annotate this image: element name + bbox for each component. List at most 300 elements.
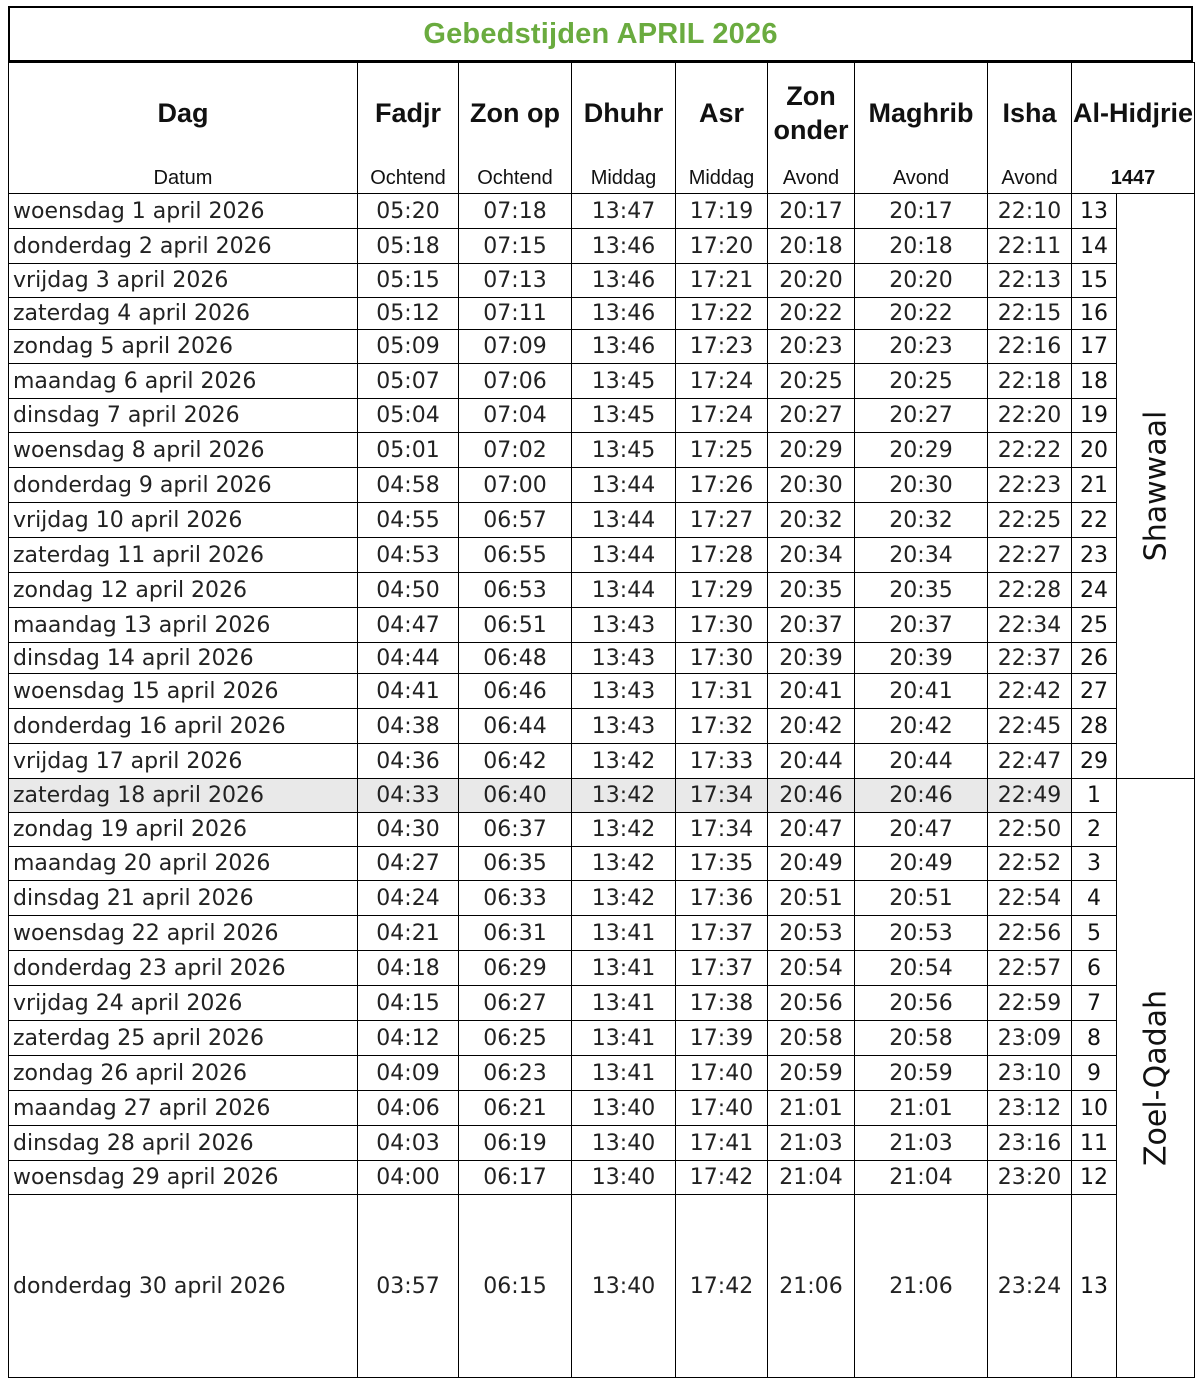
zonop-time-cell: 06:40 — [459, 779, 572, 813]
zonop-time-cell: 06:17 — [459, 1161, 572, 1195]
dhuhr-time-cell: 13:40 — [572, 1195, 676, 1378]
dhuhr-time-cell: 13:40 — [572, 1161, 676, 1195]
asr-time-cell: 17:23 — [676, 330, 768, 364]
dhuhr-time-cell: 13:41 — [572, 951, 676, 986]
isha-time-cell: 23:16 — [988, 1126, 1072, 1161]
maghrib-time-cell: 20:58 — [855, 1021, 988, 1056]
date-cell: vrijdag 3 april 2026 — [9, 264, 358, 298]
date-cell: maandag 13 april 2026 — [9, 608, 358, 643]
zonop-time-cell: 06:21 — [459, 1091, 572, 1126]
maghrib-time-cell: 21:01 — [855, 1091, 988, 1126]
table-body — [9, 194, 1195, 1378]
asr-time-cell: 17:34 — [676, 813, 768, 847]
table-row — [9, 573, 1195, 608]
header-row — [9, 63, 1195, 194]
hijri-day-cell: 13 — [1072, 194, 1117, 229]
dhuhr-time-cell: 13:40 — [572, 1091, 676, 1126]
maghrib-time-cell: 20:49 — [855, 847, 988, 881]
zonop-time-cell: 07:18 — [459, 194, 572, 229]
fadjr-time-cell: 04:30 — [358, 813, 459, 847]
zonop-time-cell: 07:13 — [459, 264, 572, 298]
fadjr-time-cell: 05:07 — [358, 364, 459, 399]
zononder-time-cell: 20:56 — [768, 986, 855, 1021]
header-dhuhr-sub: Middag — [590, 166, 657, 189]
hijri-day-cell: 9 — [1072, 1056, 1117, 1091]
isha-time-cell: 23:20 — [988, 1161, 1072, 1195]
date-cell: donderdag 30 april 2026 — [9, 1195, 358, 1378]
hijri-month-label: Zoel-Qadah — [1138, 989, 1173, 1167]
maghrib-time-cell: 21:06 — [855, 1195, 988, 1378]
date-cell: woensdag 1 april 2026 — [9, 194, 358, 229]
date-cell: zaterdag 11 april 2026 — [9, 538, 358, 573]
dhuhr-time-cell: 13:43 — [572, 643, 676, 674]
hijri-day-cell: 18 — [1072, 364, 1117, 399]
dhuhr-time-cell: 13:41 — [572, 916, 676, 951]
table-row — [9, 1091, 1195, 1126]
maghrib-time-cell: 20:54 — [855, 951, 988, 986]
hijri-day-cell: 22 — [1072, 503, 1117, 538]
date-cell: dinsdag 21 april 2026 — [9, 881, 358, 916]
fadjr-time-cell: 04:58 — [358, 468, 459, 503]
asr-time-cell: 17:42 — [676, 1195, 768, 1378]
zononder-time-cell: 20:25 — [768, 364, 855, 399]
zonop-time-cell: 06:51 — [459, 608, 572, 643]
asr-time-cell: 17:39 — [676, 1021, 768, 1056]
zononder-time-cell: 21:03 — [768, 1126, 855, 1161]
date-cell: vrijdag 17 april 2026 — [9, 744, 358, 779]
asr-time-cell: 17:41 — [676, 1126, 768, 1161]
isha-time-cell: 23:09 — [988, 1021, 1072, 1056]
zonop-time-cell: 07:04 — [459, 399, 572, 433]
header-hidjrie-sub: 1447 — [1110, 166, 1156, 189]
zononder-time-cell: 20:59 — [768, 1056, 855, 1091]
asr-time-cell: 17:28 — [676, 538, 768, 573]
dhuhr-time-cell: 13:42 — [572, 881, 676, 916]
isha-time-cell: 22:11 — [988, 229, 1072, 264]
zonop-time-cell: 06:37 — [459, 813, 572, 847]
zononder-time-cell: 20:22 — [768, 298, 855, 330]
date-cell: vrijdag 24 april 2026 — [9, 986, 358, 1021]
zononder-time-cell: 20:30 — [768, 468, 855, 503]
zononder-time-cell: 20:37 — [768, 608, 855, 643]
asr-time-cell: 17:40 — [676, 1091, 768, 1126]
hijri-day-cell: 26 — [1072, 643, 1117, 674]
zonop-time-cell: 06:53 — [459, 573, 572, 608]
table-row — [9, 813, 1195, 847]
hijri-month-zoel-qadah — [1117, 779, 1195, 1378]
hijri-day-cell: 14 — [1072, 229, 1117, 264]
date-cell: donderdag 23 april 2026 — [9, 951, 358, 986]
header-maghrib — [855, 63, 988, 194]
fadjr-time-cell: 04:12 — [358, 1021, 459, 1056]
table-row — [9, 1056, 1195, 1091]
isha-time-cell: 22:15 — [988, 298, 1072, 330]
dhuhr-time-cell: 13:46 — [572, 264, 676, 298]
fadjr-time-cell: 04:47 — [358, 608, 459, 643]
zonop-time-cell: 06:29 — [459, 951, 572, 986]
table-row — [9, 538, 1195, 573]
dhuhr-time-cell: 13:47 — [572, 194, 676, 229]
hijri-day-cell: 12 — [1072, 1161, 1117, 1195]
zonop-time-cell: 06:25 — [459, 1021, 572, 1056]
maghrib-time-cell: 20:34 — [855, 538, 988, 573]
zonop-time-cell: 07:15 — [459, 229, 572, 264]
fadjr-time-cell: 04:36 — [358, 744, 459, 779]
dhuhr-time-cell: 13:46 — [572, 229, 676, 264]
maghrib-time-cell: 20:30 — [855, 468, 988, 503]
maghrib-time-cell: 20:51 — [855, 881, 988, 916]
zonop-time-cell: 06:55 — [459, 538, 572, 573]
date-cell: woensdag 22 april 2026 — [9, 916, 358, 951]
maghrib-time-cell: 20:20 — [855, 264, 988, 298]
dhuhr-time-cell: 13:41 — [572, 1021, 676, 1056]
zonop-time-cell: 06:44 — [459, 709, 572, 744]
maghrib-time-cell: 20:27 — [855, 399, 988, 433]
date-cell: zondag 5 april 2026 — [9, 330, 358, 364]
zononder-time-cell: 20:47 — [768, 813, 855, 847]
zononder-time-cell: 20:35 — [768, 573, 855, 608]
fadjr-time-cell: 05:04 — [358, 399, 459, 433]
asr-time-cell: 17:37 — [676, 916, 768, 951]
header-fadjr-label: Fadjr — [374, 98, 441, 128]
asr-time-cell: 17:35 — [676, 847, 768, 881]
fadjr-time-cell: 04:03 — [358, 1126, 459, 1161]
asr-time-cell: 17:20 — [676, 229, 768, 264]
zononder-time-cell: 20:51 — [768, 881, 855, 916]
zononder-time-cell: 20:17 — [768, 194, 855, 229]
asr-time-cell: 17:33 — [676, 744, 768, 779]
hijri-day-cell: 13 — [1072, 1195, 1117, 1378]
maghrib-time-cell: 20:29 — [855, 433, 988, 468]
dhuhr-time-cell: 13:45 — [572, 364, 676, 399]
header-fadjr-sub: Ochtend — [370, 166, 446, 189]
dhuhr-time-cell: 13:45 — [572, 433, 676, 468]
table-row — [9, 503, 1195, 538]
date-cell: zondag 12 april 2026 — [9, 573, 358, 608]
zononder-time-cell: 20:54 — [768, 951, 855, 986]
asr-time-cell: 17:42 — [676, 1161, 768, 1195]
table-row — [9, 916, 1195, 951]
zononder-time-cell: 20:18 — [768, 229, 855, 264]
isha-time-cell: 22:37 — [988, 643, 1072, 674]
asr-time-cell: 17:40 — [676, 1056, 768, 1091]
hijri-day-cell: 11 — [1072, 1126, 1117, 1161]
zonop-time-cell: 06:48 — [459, 643, 572, 674]
dhuhr-time-cell: 13:41 — [572, 986, 676, 1021]
isha-time-cell: 22:10 — [988, 194, 1072, 229]
fadjr-time-cell: 04:06 — [358, 1091, 459, 1126]
table-row — [9, 744, 1195, 779]
fadjr-time-cell: 04:15 — [358, 986, 459, 1021]
maghrib-time-cell: 20:35 — [855, 573, 988, 608]
fadjr-time-cell: 04:00 — [358, 1161, 459, 1195]
table-row — [9, 468, 1195, 503]
asr-time-cell: 17:34 — [676, 779, 768, 813]
fadjr-time-cell: 04:27 — [358, 847, 459, 881]
hijri-day-cell: 19 — [1072, 399, 1117, 433]
table-row — [9, 881, 1195, 916]
hijri-day-cell: 1 — [1072, 779, 1117, 813]
date-cell: donderdag 16 april 2026 — [9, 709, 358, 744]
header-isha-sub: Avond — [1001, 166, 1058, 189]
header-zonop-label: Zon op — [470, 98, 560, 128]
table-row — [9, 399, 1195, 433]
isha-time-cell: 22:18 — [988, 364, 1072, 399]
table-row — [9, 951, 1195, 986]
fadjr-time-cell: 05:18 — [358, 229, 459, 264]
fadjr-time-cell: 04:24 — [358, 881, 459, 916]
hijri-day-cell: 3 — [1072, 847, 1117, 881]
maghrib-time-cell: 20:59 — [855, 1056, 988, 1091]
header-dag-sub: Datum — [153, 166, 213, 189]
fadjr-time-cell: 05:20 — [358, 194, 459, 229]
header-zononder-label: Zon onder — [773, 81, 849, 145]
zonop-time-cell: 07:06 — [459, 364, 572, 399]
zononder-time-cell: 21:01 — [768, 1091, 855, 1126]
header-zononder-sub: Avond — [782, 166, 840, 189]
date-cell: dinsdag 28 april 2026 — [9, 1126, 358, 1161]
hijri-day-cell: 15 — [1072, 264, 1117, 298]
date-cell: donderdag 9 april 2026 — [9, 468, 358, 503]
isha-time-cell: 22:13 — [988, 264, 1072, 298]
table-row — [9, 608, 1195, 643]
date-cell: maandag 6 april 2026 — [9, 364, 358, 399]
fadjr-time-cell: 04:50 — [358, 573, 459, 608]
asr-time-cell: 17:26 — [676, 468, 768, 503]
table-row — [9, 229, 1195, 264]
asr-time-cell: 17:38 — [676, 986, 768, 1021]
zonop-time-cell: 06:27 — [459, 986, 572, 1021]
zononder-time-cell: 21:04 — [768, 1161, 855, 1195]
hijri-day-cell: 28 — [1072, 709, 1117, 744]
header-hidjrie — [1072, 63, 1195, 194]
zononder-time-cell: 20:32 — [768, 503, 855, 538]
date-cell: zaterdag 4 april 2026 — [9, 298, 358, 330]
dhuhr-time-cell: 13:44 — [572, 573, 676, 608]
isha-time-cell: 23:10 — [988, 1056, 1072, 1091]
table-row — [9, 847, 1195, 881]
hijri-day-cell: 4 — [1072, 881, 1117, 916]
maghrib-time-cell: 20:44 — [855, 744, 988, 779]
asr-time-cell: 17:32 — [676, 709, 768, 744]
maghrib-time-cell: 21:03 — [855, 1126, 988, 1161]
zonop-time-cell: 06:19 — [459, 1126, 572, 1161]
maghrib-time-cell: 20:53 — [855, 916, 988, 951]
header-isha-label: Isha — [1002, 98, 1057, 128]
isha-time-cell: 22:50 — [988, 813, 1072, 847]
isha-time-cell: 22:16 — [988, 330, 1072, 364]
asr-time-cell: 17:30 — [676, 643, 768, 674]
fadjr-time-cell: 04:44 — [358, 643, 459, 674]
hijri-day-cell: 10 — [1072, 1091, 1117, 1126]
date-cell: zaterdag 18 april 2026 — [9, 779, 358, 813]
maghrib-time-cell: 20:23 — [855, 330, 988, 364]
date-cell: maandag 27 april 2026 — [9, 1091, 358, 1126]
fadjr-time-cell: 05:15 — [358, 264, 459, 298]
table-row — [9, 298, 1195, 330]
table-row — [9, 364, 1195, 399]
isha-time-cell: 22:42 — [988, 674, 1072, 709]
isha-time-cell: 23:12 — [988, 1091, 1072, 1126]
maghrib-time-cell: 20:42 — [855, 709, 988, 744]
table-row — [9, 1161, 1195, 1195]
isha-time-cell: 22:47 — [988, 744, 1072, 779]
date-cell: zondag 26 april 2026 — [9, 1056, 358, 1091]
dhuhr-time-cell: 13:41 — [572, 1056, 676, 1091]
hijri-day-cell: 8 — [1072, 1021, 1117, 1056]
table-row — [9, 1195, 1195, 1378]
maghrib-time-cell: 21:04 — [855, 1161, 988, 1195]
table-row — [9, 674, 1195, 709]
date-cell: dinsdag 7 april 2026 — [9, 399, 358, 433]
dhuhr-time-cell: 13:46 — [572, 330, 676, 364]
fadjr-time-cell: 04:18 — [358, 951, 459, 986]
maghrib-time-cell: 20:41 — [855, 674, 988, 709]
dhuhr-time-cell: 13:45 — [572, 399, 676, 433]
header-asr-sub: Middag — [688, 166, 755, 189]
date-cell: vrijdag 10 april 2026 — [9, 503, 358, 538]
header-zonop — [459, 63, 572, 194]
asr-time-cell: 17:24 — [676, 364, 768, 399]
zononder-time-cell: 20:53 — [768, 916, 855, 951]
maghrib-time-cell: 20:32 — [855, 503, 988, 538]
isha-time-cell: 22:54 — [988, 881, 1072, 916]
isha-time-cell: 22:27 — [988, 538, 1072, 573]
hijri-day-cell: 7 — [1072, 986, 1117, 1021]
hijri-day-cell: 2 — [1072, 813, 1117, 847]
maghrib-time-cell: 20:18 — [855, 229, 988, 264]
header-dhuhr — [572, 63, 676, 194]
table-row — [9, 709, 1195, 744]
maghrib-time-cell: 20:46 — [855, 779, 988, 813]
dhuhr-time-cell: 13:44 — [572, 503, 676, 538]
header-hidjrie-label: Al-Hidjrie — [1072, 98, 1193, 128]
dhuhr-time-cell: 13:42 — [572, 847, 676, 881]
isha-time-cell: 22:52 — [988, 847, 1072, 881]
isha-time-cell: 22:56 — [988, 916, 1072, 951]
fadjr-time-cell: 05:09 — [358, 330, 459, 364]
maghrib-time-cell: 20:47 — [855, 813, 988, 847]
header-maghrib-sub: Avond — [892, 166, 950, 189]
zononder-time-cell: 20:20 — [768, 264, 855, 298]
isha-time-cell: 22:25 — [988, 503, 1072, 538]
table-row — [9, 1126, 1195, 1161]
hijri-day-cell: 5 — [1072, 916, 1117, 951]
header-fadjr — [358, 63, 459, 194]
maghrib-time-cell: 20:17 — [855, 194, 988, 229]
prayer-times-table — [8, 62, 1195, 1378]
isha-time-cell: 23:24 — [988, 1195, 1072, 1378]
header-zonop-sub: Ochtend — [477, 166, 553, 189]
isha-time-cell: 22:28 — [988, 573, 1072, 608]
isha-time-cell: 22:45 — [988, 709, 1072, 744]
isha-time-cell: 22:49 — [988, 779, 1072, 813]
dhuhr-time-cell: 13:43 — [572, 608, 676, 643]
header-maghrib-label: Maghrib — [868, 98, 974, 128]
zononder-time-cell: 20:39 — [768, 643, 855, 674]
hijri-day-cell: 23 — [1072, 538, 1117, 573]
dhuhr-time-cell: 13:40 — [572, 1126, 676, 1161]
page-title: Gebedstijden APRIL 2026 — [423, 17, 778, 50]
dhuhr-time-cell: 13:43 — [572, 674, 676, 709]
zonop-time-cell: 06:35 — [459, 847, 572, 881]
asr-time-cell: 17:36 — [676, 881, 768, 916]
isha-time-cell: 22:20 — [988, 399, 1072, 433]
asr-time-cell: 17:19 — [676, 194, 768, 229]
header-dag-label: Dag — [157, 98, 209, 128]
hijri-day-cell: 21 — [1072, 468, 1117, 503]
fadjr-time-cell: 05:12 — [358, 298, 459, 330]
asr-time-cell: 17:22 — [676, 298, 768, 330]
zonop-time-cell: 06:42 — [459, 744, 572, 779]
asr-time-cell: 17:37 — [676, 951, 768, 986]
maghrib-time-cell: 20:25 — [855, 364, 988, 399]
asr-time-cell: 17:25 — [676, 433, 768, 468]
asr-time-cell: 17:30 — [676, 608, 768, 643]
maghrib-time-cell: 20:56 — [855, 986, 988, 1021]
maghrib-time-cell: 20:39 — [855, 643, 988, 674]
date-cell: woensdag 8 april 2026 — [9, 433, 358, 468]
hijri-day-cell: 17 — [1072, 330, 1117, 364]
zononder-time-cell: 20:42 — [768, 709, 855, 744]
asr-time-cell: 17:29 — [676, 573, 768, 608]
zononder-time-cell: 20:29 — [768, 433, 855, 468]
date-cell: woensdag 29 april 2026 — [9, 1161, 358, 1195]
table-row — [9, 1021, 1195, 1056]
table-row — [9, 986, 1195, 1021]
dhuhr-time-cell: 13:44 — [572, 468, 676, 503]
dhuhr-time-cell: 13:42 — [572, 813, 676, 847]
zononder-time-cell: 20:41 — [768, 674, 855, 709]
zononder-time-cell: 20:44 — [768, 744, 855, 779]
date-cell: dinsdag 14 april 2026 — [9, 643, 358, 674]
zononder-time-cell: 21:06 — [768, 1195, 855, 1378]
zononder-time-cell: 20:49 — [768, 847, 855, 881]
zonop-time-cell: 07:00 — [459, 468, 572, 503]
date-cell: maandag 20 april 2026 — [9, 847, 358, 881]
fadjr-time-cell: 03:57 — [358, 1195, 459, 1378]
zonop-time-cell: 06:15 — [459, 1195, 572, 1378]
fadjr-time-cell: 04:53 — [358, 538, 459, 573]
asr-time-cell: 17:21 — [676, 264, 768, 298]
table-row — [9, 779, 1195, 813]
header-asr — [676, 63, 768, 194]
zonop-time-cell: 07:11 — [459, 298, 572, 330]
zonop-time-cell: 06:33 — [459, 881, 572, 916]
fadjr-time-cell: 04:21 — [358, 916, 459, 951]
hijri-month-shawwaal — [1117, 194, 1195, 779]
title-banner — [8, 6, 1193, 62]
zonop-time-cell: 06:31 — [459, 916, 572, 951]
header-dhuhr-label: Dhuhr — [583, 98, 664, 128]
dhuhr-time-cell: 13:44 — [572, 538, 676, 573]
fadjr-time-cell: 04:09 — [358, 1056, 459, 1091]
fadjr-time-cell: 05:01 — [358, 433, 459, 468]
zonop-time-cell: 07:09 — [459, 330, 572, 364]
date-cell: zondag 19 april 2026 — [9, 813, 358, 847]
isha-time-cell: 22:34 — [988, 608, 1072, 643]
table-row — [9, 643, 1195, 674]
hijri-day-cell: 6 — [1072, 951, 1117, 986]
hijri-day-cell: 25 — [1072, 608, 1117, 643]
table-row — [9, 264, 1195, 298]
asr-time-cell: 17:31 — [676, 674, 768, 709]
fadjr-time-cell: 04:38 — [358, 709, 459, 744]
header-asr-label: Asr — [698, 98, 745, 128]
asr-time-cell: 17:27 — [676, 503, 768, 538]
date-cell: donderdag 2 april 2026 — [9, 229, 358, 264]
zononder-time-cell: 20:27 — [768, 399, 855, 433]
